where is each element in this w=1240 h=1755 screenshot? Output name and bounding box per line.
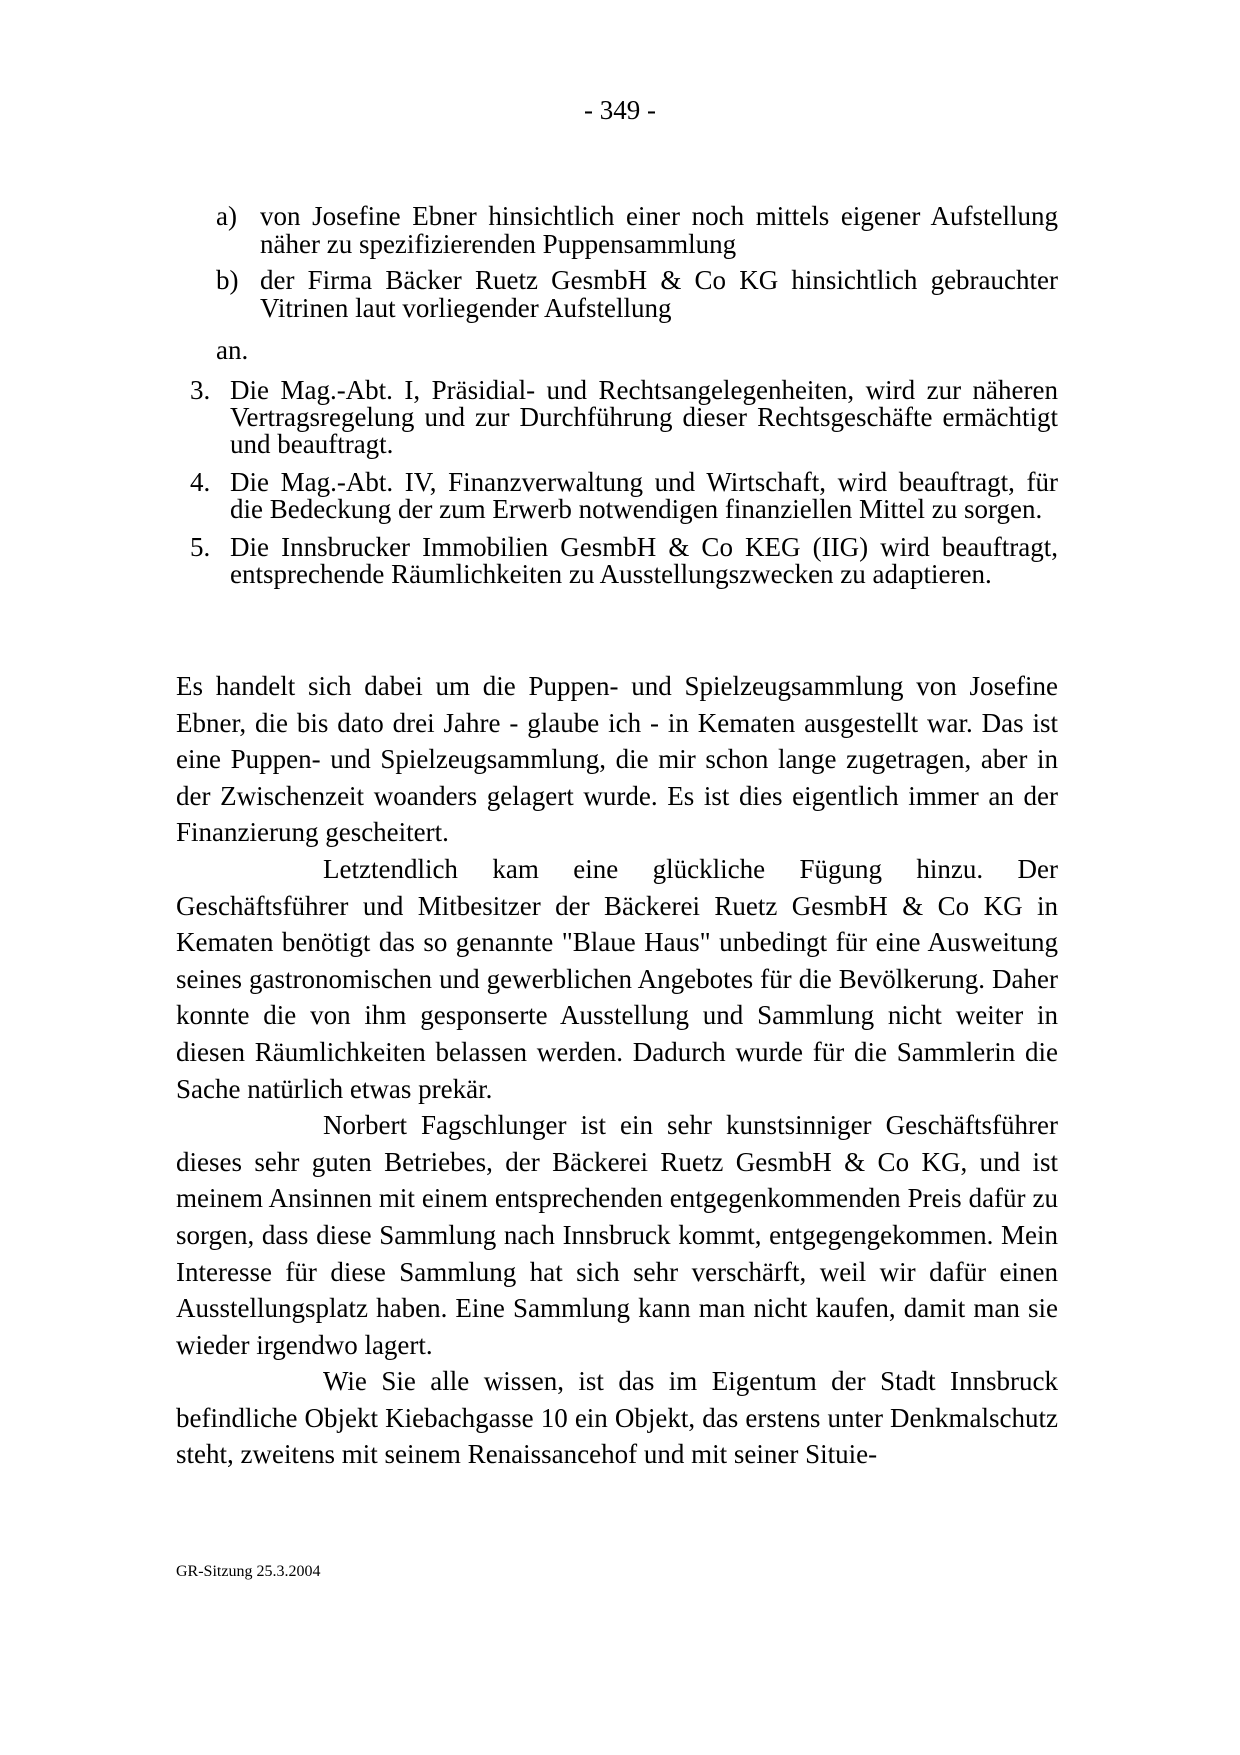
sub-item-marker: b) xyxy=(216,265,239,295)
numbered-item-text: Die Mag.-Abt. I, Präsidial- und Rechtsangelegenheiten, wird zur näheren Vertragsregelung und zur Durchführung dieser Rechtsgeschäfte ermächtigt und beauftragt. xyxy=(230,375,1058,459)
numbered-item-3 xyxy=(190,377,1058,458)
footer-session-date: GR-Sitzung 25.3.2004 xyxy=(176,1563,321,1580)
numbered-list xyxy=(190,377,1058,599)
numbered-item-marker: 4. xyxy=(190,467,211,497)
sub-item-list xyxy=(216,202,1058,330)
page-number: - 349 - xyxy=(584,95,656,125)
numbered-item-marker: 5. xyxy=(190,532,211,562)
numbered-item-5 xyxy=(190,534,1058,588)
paragraph: Letztendlich kam eine glückliche Fügung hinzu. Der Geschäftsführer und Mitbesitzer der Bäckerei Ruetz GesmbH & Co KG in Kematen benötigt das so genannte "Blaue Haus" unbedingt für eine Ausweitung seines gastronomischen und gewerblichen Angebotes für die Bevölkerung. Daher konnte die von ihm gesponserte Ausstellung und Sammlung nicht weiter in diesen Räumlichkeiten belassen werden. Dadurch wurde für die Sammlerin die Sache natürlich etwas prekär. xyxy=(176,853,1058,1104)
paragraph: Es handelt sich dabei um die Puppen- und Spielzeugsammlung von Josefine Ebner, die bis dato drei Jahre - glaube ich - in Kematen ausgestellt war. Das ist eine Puppen- und Spielzeugsammlung, die mir schon lange zugetragen, aber in der Zwischenzeit woanders gelagert wurde. Es ist dies eigentlich immer an der Finanzierung gescheitert. xyxy=(176,671,1058,848)
an-line: an. xyxy=(216,335,249,365)
numbered-item-marker: 3. xyxy=(190,375,211,405)
paragraph: Norbert Fagschlunger ist ein sehr kunstsinniger Geschäftsführer dieses sehr guten Betriebes, der Bäckerei Ruetz GesmbH & Co KG, und ist meinem Ansinnen mit einem entsprechenden entgegenkommenden Preis dafür zu sorgen, dass diese Sammlung nach Innsbruck kommt, entgegengekommen. Mein Interesse für diese Sammlung hat sich sehr verschärft, weil wir dafür einen Ausstellungsplatz haben. Eine Sammlung kann man nicht kaufen, damit man sie wieder irgendwo lagert. xyxy=(176,1110,1058,1360)
body-text xyxy=(176,668,1058,1473)
numbered-item-4 xyxy=(190,469,1058,523)
paragraph: Wie Sie alle wissen, ist das im Eigentum der Stadt Innsbruck befindliche Objekt Kiebachgasse 10 ein Objekt, das erstens unter Denkmalschutz steht, zweitens mit seinem Renaissancehof und mit seiner Situie- xyxy=(176,1366,1058,1470)
sub-item-text: von Josefine Ebner hinsichtlich einer noch mittels eigener Aufstellung näher zu spezifizierenden Puppensammlung xyxy=(260,201,1058,259)
sub-item-a xyxy=(216,202,1058,258)
numbered-item-text: Die Innsbrucker Immobilien GesmbH & Co KEG (IIG) wird beauftragt, entsprechende Räumlichkeiten zu Ausstellungszwecken zu adaptieren. xyxy=(230,532,1058,589)
sub-item-b xyxy=(216,266,1058,322)
numbered-item-text: Die Mag.-Abt. IV, Finanzverwaltung und Wirtschaft, wird beauftragt, für die Bedeckung der zum Erwerb notwendigen finanziellen Mittel zu sorgen. xyxy=(230,467,1058,524)
sub-item-marker: a) xyxy=(216,201,237,231)
sub-item-text: der Firma Bäcker Ruetz GesmbH & Co KG hinsichtlich gebrauchter Vitrinen laut vorliegender Aufstellung xyxy=(260,265,1058,323)
